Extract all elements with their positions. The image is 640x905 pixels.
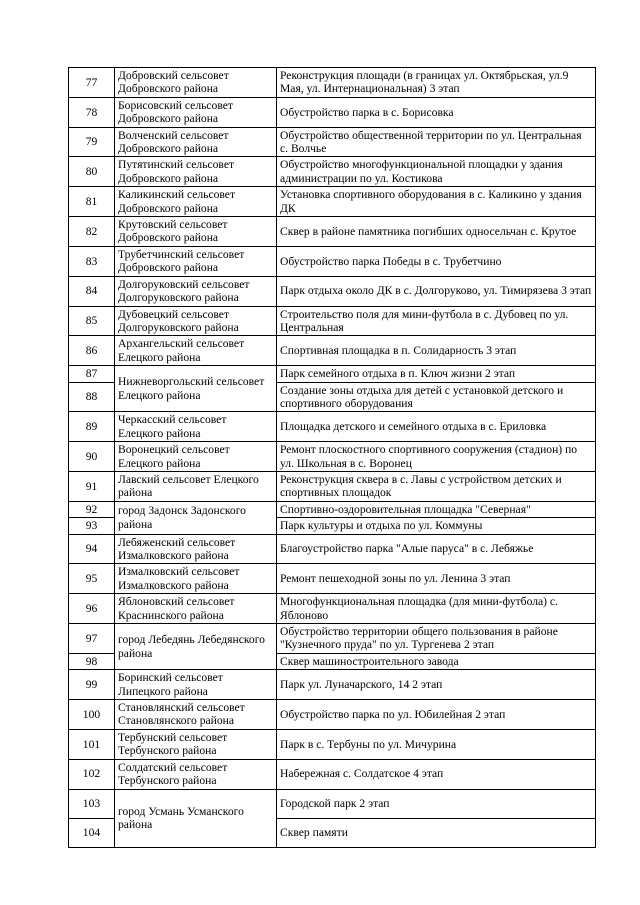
project-cell: Парк культуры и отдыха по ул. Коммуны xyxy=(277,518,596,534)
municipality-cell: Нижневоргольский сельсовет Елецкого района xyxy=(115,366,277,412)
table-row xyxy=(69,670,596,700)
row-number: 99 xyxy=(69,670,115,700)
row-number: 95 xyxy=(69,564,115,594)
row-number: 93 xyxy=(69,518,115,534)
row-number: 101 xyxy=(69,729,115,759)
project-cell: Спортивная площадка в п. Солидарность 3 этап xyxy=(277,336,596,366)
project-cell: Реконструкция площади (в границах ул. Октябрьская, ул.9 Мая, ул. Интернациональная) 3 этап xyxy=(277,68,596,98)
project-cell: Площадка детского и семейного отдыха в с. Ериловка xyxy=(277,412,596,442)
row-number: 82 xyxy=(69,217,115,247)
row-number: 94 xyxy=(69,534,115,564)
row-number: 84 xyxy=(69,276,115,306)
row-number: 102 xyxy=(69,759,115,789)
row-number: 91 xyxy=(69,471,115,501)
table-row xyxy=(69,789,596,818)
row-number: 104 xyxy=(69,818,115,847)
project-cell: Набережная с. Солдатское 4 этап xyxy=(277,759,596,789)
municipality-cell: Каликинский сельсовет Добровского района xyxy=(115,187,277,217)
table-row xyxy=(69,594,596,624)
project-cell: Спортивно-оздоровительная площадка "Северная" xyxy=(277,501,596,517)
municipality-cell: Путятинский сельсовет Добровского района xyxy=(115,157,277,187)
row-number: 83 xyxy=(69,246,115,276)
project-cell: Многофункциональная площадка (для мини-футбола) с. Яблоново xyxy=(277,594,596,624)
projects-table xyxy=(68,67,596,848)
municipality-cell: Крутовский сельсовет Добровского района xyxy=(115,217,277,247)
municipality-cell: Воронецкий сельсовет Елецкого района xyxy=(115,442,277,472)
project-cell: Благоустройство парка "Алые паруса" в с. Лебяжье xyxy=(277,534,596,564)
municipality-cell: Боринский сельсовет Липецкого района xyxy=(115,670,277,700)
table-row xyxy=(69,306,596,336)
municipality-cell: город Лебедянь Лебедянского района xyxy=(115,624,277,670)
table-row xyxy=(69,759,596,789)
municipality-cell: Архангельский сельсовет Елецкого района xyxy=(115,336,277,366)
municipality-cell: Черкасский сельсовет Елецкого района xyxy=(115,412,277,442)
municipality-cell: Борисовский сельсовет Добровского района xyxy=(115,97,277,127)
project-cell: Парк отдыха около ДК в с. Долгоруково, ул. Тимирязева 3 этап xyxy=(277,276,596,306)
table-row xyxy=(69,729,596,759)
row-number: 80 xyxy=(69,157,115,187)
document-page xyxy=(68,67,595,848)
project-cell: Ремонт плоскостного спортивного сооружения (стадион) по ул. Школьная в с. Воронец xyxy=(277,442,596,472)
municipality-cell: Долгоруковский сельсовет Долгоруковского района xyxy=(115,276,277,306)
project-cell: Установка спортивного оборудования в с. Каликино у здания ДК xyxy=(277,187,596,217)
project-cell: Парк семейного отдыха в п. Ключ жизни 2 этап xyxy=(277,366,596,382)
row-number: 103 xyxy=(69,789,115,818)
project-cell: Сквер памяти xyxy=(277,818,596,847)
project-cell: Парк в с. Тербуны по ул. Мичурина xyxy=(277,729,596,759)
table-row xyxy=(69,157,596,187)
project-cell: Обустройство территории общего пользования в районе "Кузнечного пруда" по ул. Тургенева 2 этап xyxy=(277,624,596,654)
project-cell: Городской парк 2 этап xyxy=(277,789,596,818)
project-cell: Обустройство многофункциональной площадки у здания администрации по ул. Костикова xyxy=(277,157,596,187)
project-cell: Строительство поля для мини-футбола в с. Дубовец по ул. Центральная xyxy=(277,306,596,336)
table-row xyxy=(69,187,596,217)
project-cell: Реконструкция сквера в с. Лавы с устройством детских и спортивных площадок xyxy=(277,471,596,501)
row-number: 79 xyxy=(69,127,115,157)
project-cell: Обустройство парка по ул. Юбилейная 2 этап xyxy=(277,700,596,730)
project-cell: Создание зоны отдыха для детей с установкой детского и спортивного оборудования xyxy=(277,382,596,412)
table-row xyxy=(69,276,596,306)
row-number: 100 xyxy=(69,700,115,730)
row-number: 88 xyxy=(69,382,115,412)
table-row xyxy=(69,564,596,594)
table-row xyxy=(69,471,596,501)
municipality-cell: Яблоновский сельсовет Краснинского района xyxy=(115,594,277,624)
municipality-cell: город Задонск Задонского района xyxy=(115,501,277,534)
municipality-cell: Солдатский сельсовет Тербунского района xyxy=(115,759,277,789)
table-row xyxy=(69,68,596,98)
municipality-cell: Добровский сельсовет Добровского района xyxy=(115,68,277,98)
table-row xyxy=(69,412,596,442)
municipality-cell: Трубетчинский сельсовет Добровского района xyxy=(115,246,277,276)
row-number: 81 xyxy=(69,187,115,217)
project-cell: Ремонт пешеходной зоны по ул. Ленина 3 этап xyxy=(277,564,596,594)
table-row xyxy=(69,127,596,157)
row-number: 85 xyxy=(69,306,115,336)
project-cell: Обустройство парка Победы в с. Трубетчино xyxy=(277,246,596,276)
municipality-cell: Дубовецкий сельсовет Долгоруковского района xyxy=(115,306,277,336)
project-cell: Парк ул. Луначарского, 14 2 этап xyxy=(277,670,596,700)
project-cell: Сквер в районе памятника погибших односельчан с. Крутое xyxy=(277,217,596,247)
row-number: 77 xyxy=(69,68,115,98)
row-number: 86 xyxy=(69,336,115,366)
municipality-cell: Становлянский сельсовет Становлянского района xyxy=(115,700,277,730)
table-row xyxy=(69,336,596,366)
project-cell: Обустройство парка в с. Борисовка xyxy=(277,97,596,127)
table-row xyxy=(69,442,596,472)
municipality-cell: Тербунский сельсовет Тербунского района xyxy=(115,729,277,759)
row-number: 97 xyxy=(69,624,115,654)
table-row xyxy=(69,217,596,247)
table-row xyxy=(69,501,596,517)
row-number: 98 xyxy=(69,653,115,669)
row-number: 96 xyxy=(69,594,115,624)
project-cell: Обустройство общественной территории по ул. Центральная с. Волчье xyxy=(277,127,596,157)
row-number: 90 xyxy=(69,442,115,472)
row-number: 78 xyxy=(69,97,115,127)
row-number: 89 xyxy=(69,412,115,442)
table-row xyxy=(69,534,596,564)
municipality-cell: город Усмань Усманского района xyxy=(115,789,277,847)
project-cell: Сквер машиностроительного завода xyxy=(277,653,596,669)
row-number: 92 xyxy=(69,501,115,517)
municipality-cell: Лебяженский сельсовет Измалковского района xyxy=(115,534,277,564)
table-row xyxy=(69,624,596,654)
row-number: 87 xyxy=(69,366,115,382)
municipality-cell: Волченский сельсовет Добровского района xyxy=(115,127,277,157)
table-row xyxy=(69,366,596,382)
municipality-cell: Измалковский сельсовет Измалковского района xyxy=(115,564,277,594)
table-row xyxy=(69,246,596,276)
table-row xyxy=(69,700,596,730)
municipality-cell: Лавский сельсовет Елецкого района xyxy=(115,471,277,501)
table-row xyxy=(69,97,596,127)
